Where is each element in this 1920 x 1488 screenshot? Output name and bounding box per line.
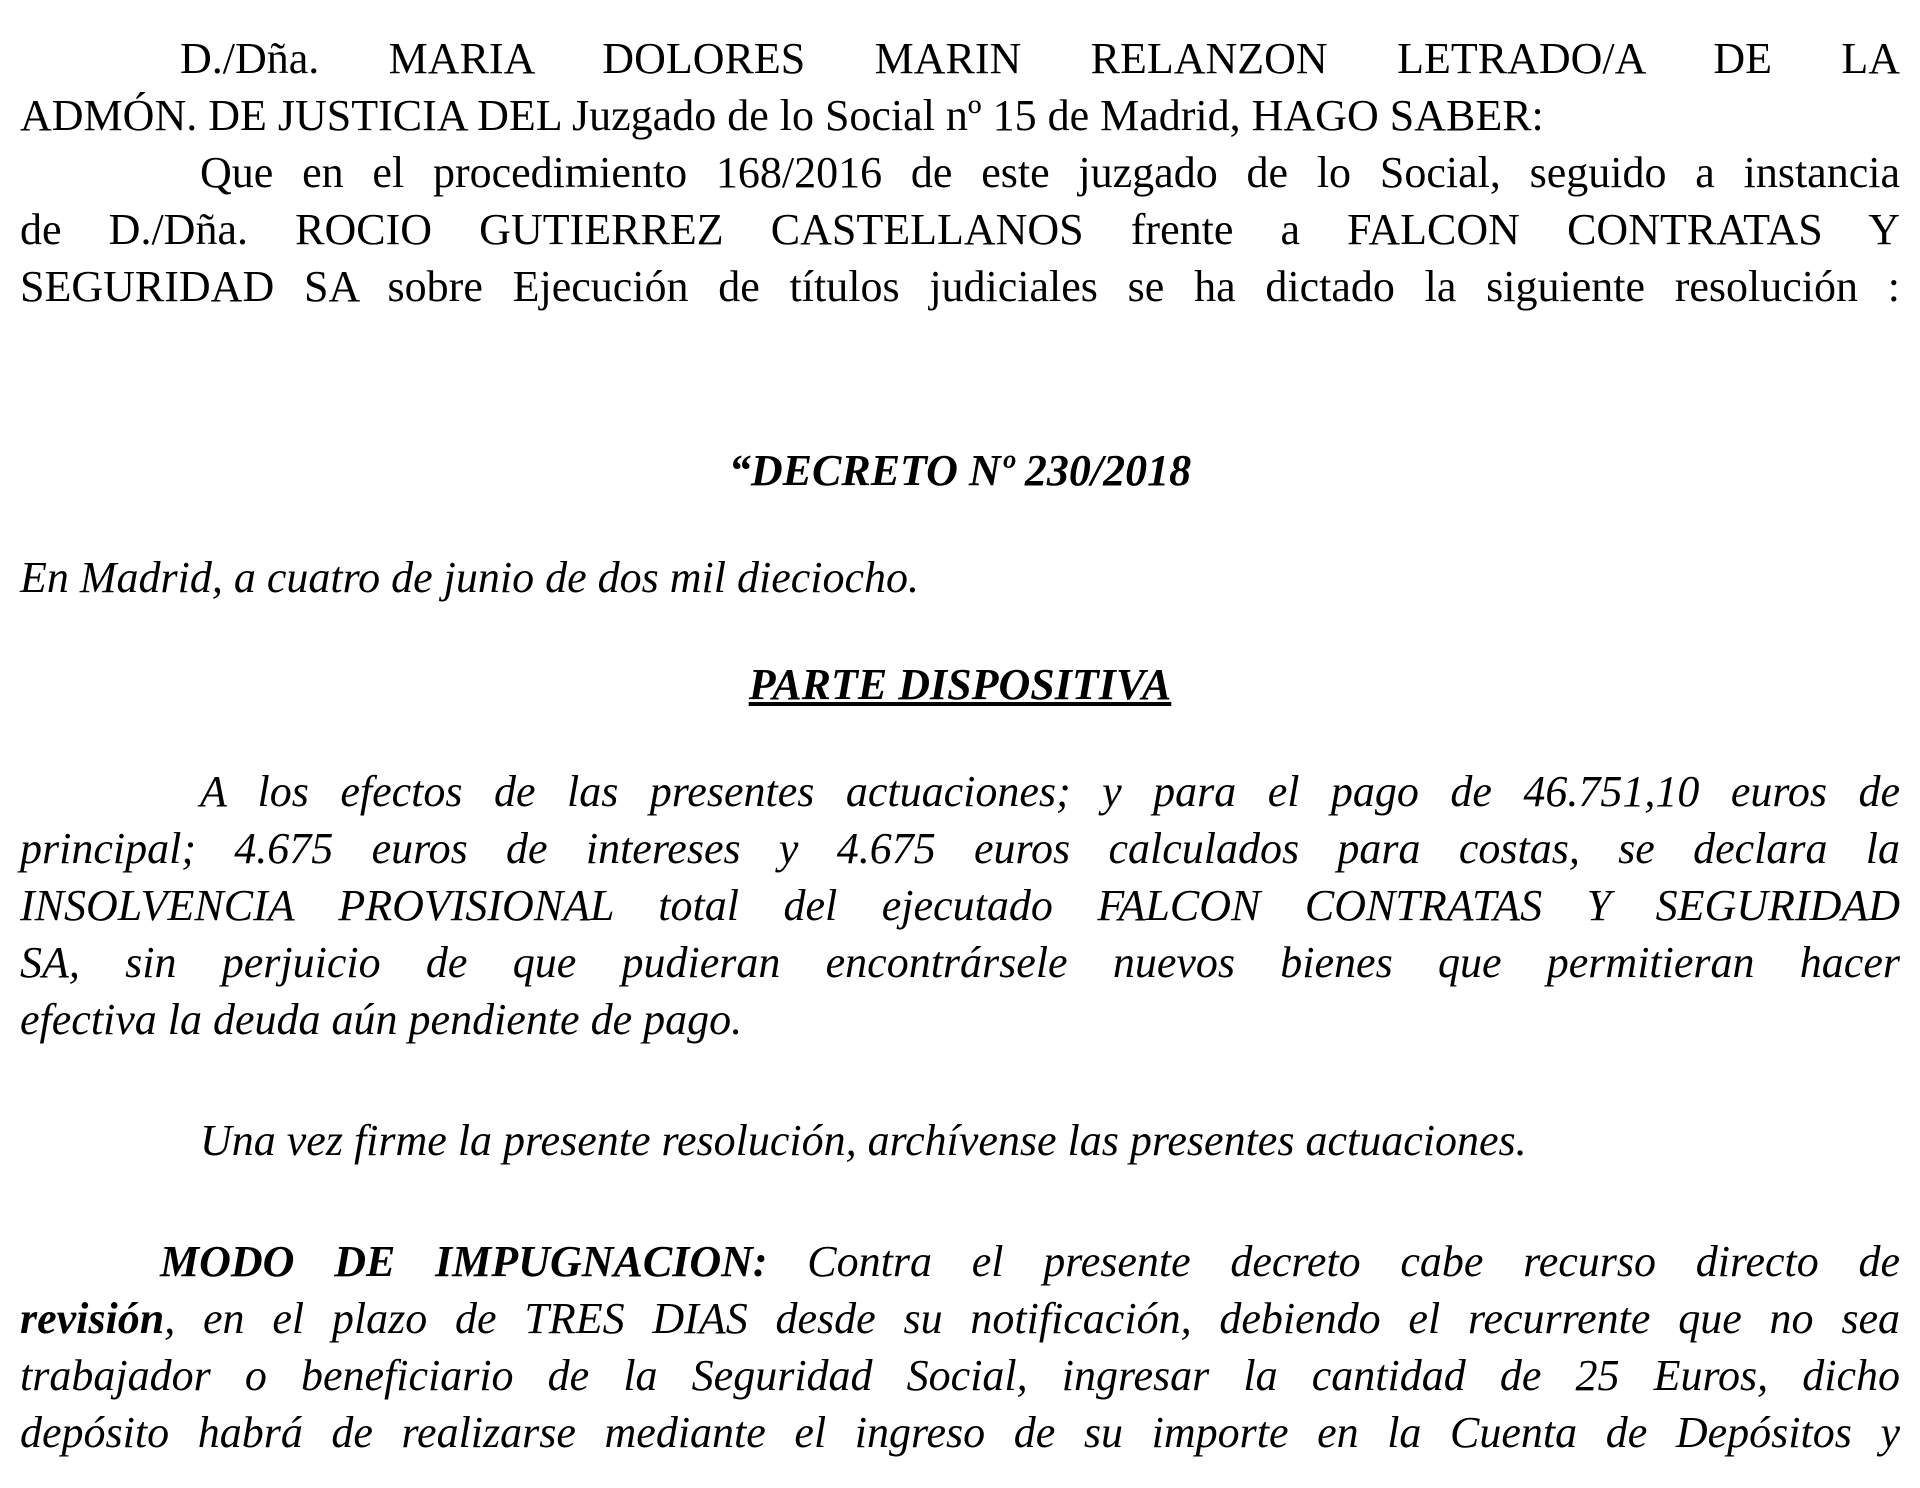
impugnation-line-1-text: Contra el presente decreto cabe recurso directo de: [767, 1237, 1901, 1286]
date-line: En Madrid, a cuatro de junio de dos mil dieciocho.: [20, 553, 920, 602]
spacer: [20, 606, 1900, 656]
impugnation-label: MODO DE IMPUGNACION:: [160, 1237, 768, 1286]
header-line-2: ADMÓN. DE JUSTICIA DEL Juzgado de lo Social nº 15 de Madrid, HAGO SABER:: [20, 91, 1544, 140]
header-paragraph: [20, 30, 1900, 144]
header-line-1: D./Dña. MARIA DOLORES MARIN RELANZON LETRADO/A DE LA: [180, 34, 1900, 83]
intro-paragraph: [20, 144, 1900, 315]
impugnation-line-1: [20, 1233, 1900, 1290]
dispositive-line-3: INSOLVENCIA PROVISIONAL total del ejecutado FALCON CONTRATAS Y SEGURIDAD: [20, 881, 1900, 930]
impugnation-line-2: [20, 1290, 1900, 1347]
revision-term: revisión: [20, 1294, 165, 1343]
intro-line-3: SEGURIDAD SA sobre Ejecución de títulos judiciales se ha dictado la siguiente resolución :: [20, 262, 1900, 311]
dispositive-line-4: SA, sin perjuicio de que pudieran encontrársele nuevos bienes que permitieran hacer: [20, 938, 1900, 987]
spacer: [20, 499, 1900, 549]
impugnation-line-4: depósito habrá de realizarse mediante el ingreso de su importe en la Cuenta de Depósitos y: [20, 1408, 1900, 1457]
impugnation-line-2-text: , en el plazo de TRES DIAS desde su notificación, debiendo el recurrente que no sea: [164, 1294, 1900, 1343]
dispositive-line-2: principal; 4.675 euros de intereses y 4.675 euros calculados para costas, se declara la: [20, 824, 1900, 873]
dispositive-paragraph: [20, 763, 1900, 1048]
dispositive-line-5: efectiva la deuda aún pendiente de pago.: [20, 995, 743, 1044]
dispositive-line-1: A los efectos de las presentes actuaciones; y para el pago de 46.751,10 euros de: [200, 767, 1900, 816]
decree-title: “DECRETO Nº 230/2018: [728, 446, 1192, 495]
spacer: [20, 315, 1900, 442]
section-title: PARTE DISPOSITIVA: [748, 660, 1172, 709]
spacer: [20, 1048, 1900, 1112]
archive-paragraph: [20, 1112, 1900, 1169]
intro-line-2: de D./Dña. ROCIO GUTIERREZ CASTELLANOS frente a FALCON CONTRATAS Y: [20, 205, 1900, 254]
spacer: [20, 1169, 1900, 1233]
document-page: [20, 30, 1900, 1461]
impugnation-paragraph: [20, 1233, 1900, 1461]
archive-line: Una vez firme la presente resolución, archívense las presentes actuaciones.: [200, 1116, 1527, 1165]
impugnation-line-3: trabajador o beneficiario de la Seguridad Social, ingresar la cantidad de 25 Euros, dicho: [20, 1351, 1900, 1400]
intro-line-1: Que en el procedimiento 168/2016 de este juzgado de lo Social, seguido a instancia: [200, 148, 1900, 197]
spacer: [20, 713, 1900, 763]
